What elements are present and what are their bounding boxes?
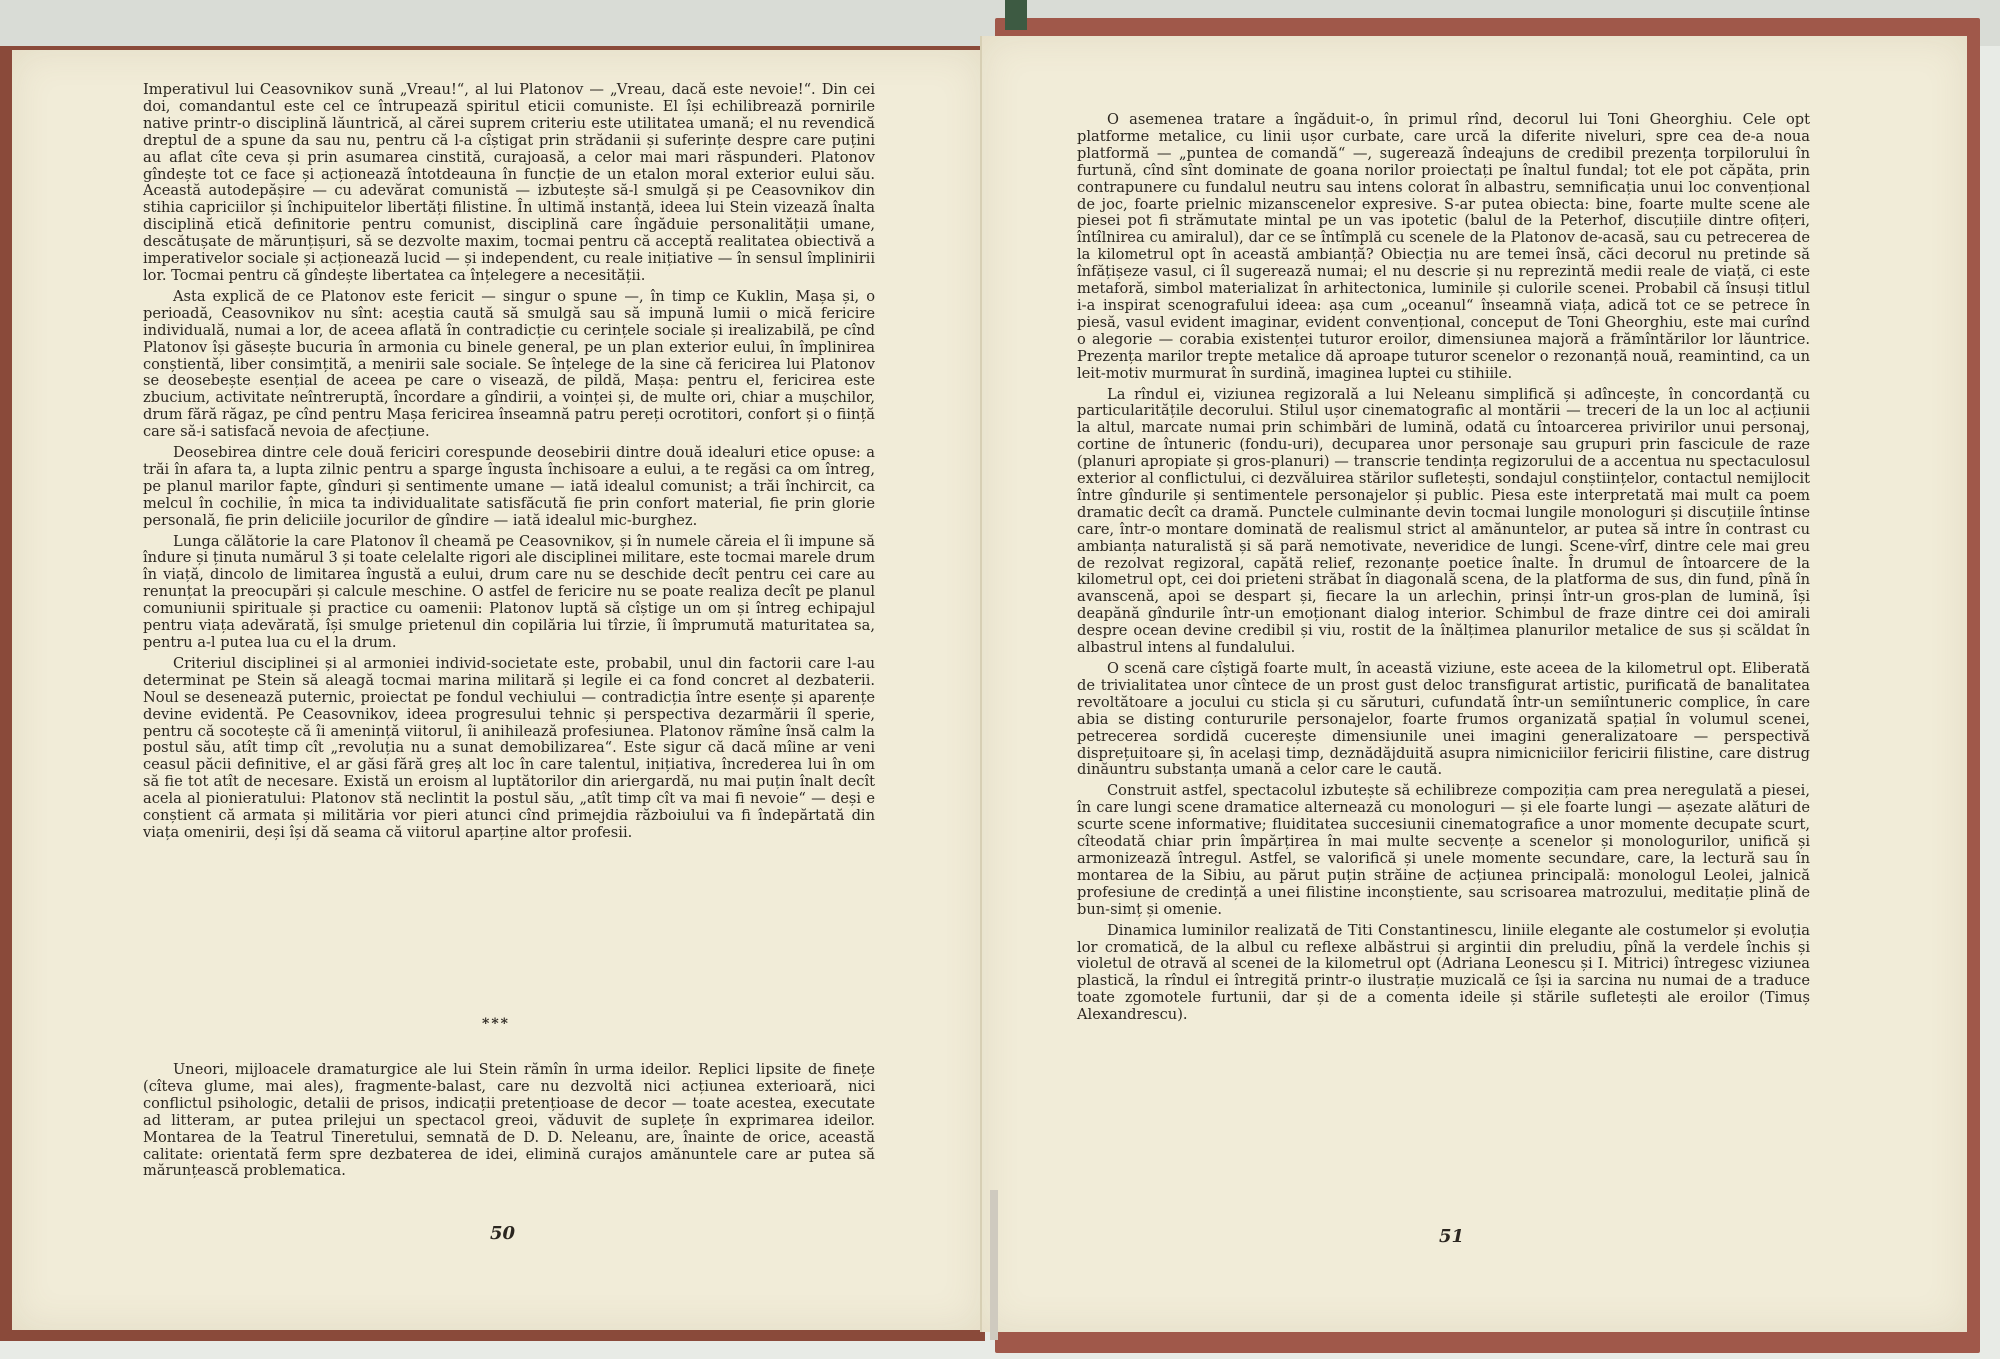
paragraph: Lunga călătorie la care Platonov îl cheamă pe Ceasovnikov, și în numele căreia el îi impune să îndure și ținuta numărul 3 și toate celelalte rigori ale disciplinei militare, este tocmai marele drum în viață, dincolo de limitarea îngustă a eului, drum care nu se deschide decît pentru cei care au renunțat la preocupări și calcule meschine. O astfel de fericire nu se poate realiza decît pe planul comuniunii spirituale și practice cu oamenii: Platonov luptă să cîștige un om și întreg echipajul pentru viața adevărată, își smulge prietenul din copilăria lui tîrzie, îi împrumută maturitatea sa, pentru a-l putea lua cu el la drum. bbox=[143, 532, 875, 651]
paragraph: La rîndul ei, viziunea regizorală a lui Neleanu simplifică și adîncește, în concordanță cu particularitățile decorului. Stilul ușor cinematografic al montării — treceri de la un loc al acțiunii la altul, marcate numai prin schimbări de lumină, odată cu întoarcerea privirilor unui personaj, cortine de întuneric (fondu-uri), decuparea unor personaje sau grupuri prin fascicule de raze (planuri apropiate și gros-planuri) — transcrie tendința regizorului de a accentua nu spectaculosul exterior al conflictului, ci dezvăluirea stărilor sufletești, sondajul conștiințelor, contactul nemijlocit între gîndurile și sentimentele personajelor și public. Piesa este interpretată mai mult ca poem dramatic decît ca dramă. Punctele culminante devin tocmai lungile monologuri și discuțiile întinse care, într-o montare dominată de realismul strict al amănuntelor, ar putea să intre în contrast cu ambianța naturalistă și să pară nemotivate, neveridice de lungi. Scene-vîrf, dintre cele mai greu de rezolvat regizoral, capătă relief, rezonanțe poetice înalte. În drumul de întoarcere de la kilometrul opt, cei doi prieteni străbat în diagonală scena, de la platforma de sus, din fund, pînă în avanscenă, apoi se despart și, fiecare la un arlechin, prinși într-un gros-plan de lumină, își deapănă gîndurile într-un emoționant dialog interior. Schimbul de fraze dintre cei doi amirali despre ocean devine credibil și viu, rostit de la înălțimea planurilor metalice de sus și scăldat în albastrul intens al fundalului. bbox=[1077, 385, 1810, 657]
paragraph: Uneori, mijloacele dramaturgice ale lui Stein rămîn în urma ideilor. Replici lipsite de finețe (cîteva glume, mai ales), fragmente-balast, care nu dezvoltă nici acțiunea exterioară, nici conflictul psihologic, detalii de prisos, indicații pretențioase de decor — toate acestea, executate ad litteram, ar putea prilejui un spectacol greoi, văduvit de suplețe în exprimarea ideilor. Montarea de la Teatrul Tineretului, semnată de D. D. Neleanu, are, înainte de orice, această calitate: orientată ferm spre dezbaterea de idei, elimină curajos amănuntele care ar putea să mărunțească problematica. bbox=[143, 1061, 875, 1180]
page-number: 51 bbox=[1439, 1226, 1465, 1247]
paragraph: O scenă care cîștigă foarte mult, în această viziune, este aceea de la kilometrul opt. Eliberată de trivialitatea unor cîntece de un prost gust deloc transfigurat artistic, purificată de banalitatea revoltătoare a jocului cu sticla și cu săruturi, cufundată într-un semiîntuneric complice, în care abia se disting contururile personajelor, foarte frumos organizată spațial în volumul scenei, petrecerea sordidă cucerește dimensiunile unei imagini generalizatoare — perspectivă disprețuitoare și, în același timp, deznădăjduită asupra nimicniciilor fericirii filistine, care distrug dinăuntru substanța umană a celor care le caută. bbox=[1077, 660, 1810, 779]
left-page-body bbox=[143, 82, 875, 846]
book-spine-edge bbox=[1005, 0, 1027, 30]
paragraph: Imperativul lui Ceasovnikov sună „Vreau!“, al lui Platonov — „Vreau, dacă este nevoie!“. Din cei doi, comandantul este cel ce întrupează spiritul eticii comuniste. El își echilibrează pornirile native printr-o disciplină lăuntrică, al cărei suprem criteriu este utilitatea umană; el nu revendică dreptul de a spune da sau nu, pentru că l-a cîștigat prin strădanii și suferințe despre care puțini au aflat cîte ceva și prin asumarea cinstită, curajoasă, a celor mai mari răspunderi. Platonov gîndește tot ce face și acționează întotdeauna în funcție de un etalon moral exterior eului său. Această autodepășire — cu adevărat comunistă — izbutește să-l smulgă și pe Ceasovnikov din stihia capriciilor și închipuitelor libertăți filistine. În ultimă instanță, ideea lui Stein vizează înalta disciplină etică definitorie pentru comunist, disciplină care îngăduie personalității umane, descătușate de mărunțișuri, să se dezvolte maxim, tocmai pentru că acceptă realitatea obiectivă a imperativelor sociale și acționează lucid — și independent, cu reale inițiative — în sensul împlinirii lor. Tocmai pentru că gîndește libertatea ca înțelegere a necesității. bbox=[143, 81, 875, 284]
right-page bbox=[980, 36, 1967, 1332]
paragraph: O asemenea tratare a îngăduit-o, în primul rînd, decorul lui Toni Gheorghiu. Cele opt platforme metalice, cu linii ușor curbate, care urcă la diferite niveluri, spre cea de-a noua platformă — „puntea de comandă“ —, sugerează îndeajuns de credibil prezența torpilorului în furtună, cînd sînt dominate de goana norilor proiectați pe înaltul fundal; tot ele pot căpăta, prin contrapunere cu fundalul neutru sau intens colorat în albastru, semnificația unui loc convențional de joc, foarte prielnic mizanscenelor expresive. S-ar putea obiecta: bine, foarte multe scene ale piesei pot fi strămutate mintal pe un vas ipotetic (balul de la Peterhof, discuțiile dintre ofițeri, întîlnirea cu amiralul), dar ce se întîmplă cu scenele de la Platonov de-acasă, sau cu petrecerea de la kilometrul opt în această ambianță? Obiecția nu are temei însă, căci decorul nu pretinde să înfățișeze vasul, ci îl sugerează numai; el nu descrie și nu reprezintă medii reale de viață, ci este metaforă, simbol materializat în arhitectonica, luminile și culorile scenei. Probabil că însuși titlul i-a inspirat scenografului ideea: așa cum „oceanul“ înseamnă viața, adică tot ce se petrece în piesă, vasul evident imaginar, evident convențional, conceput de Toni Gheorghiu, este mai curînd o alegorie — corabia existenței tuturor eroilor, dimensiunea majoră a frămîntărilor lor lăuntrice. Prezența marilor trepte metalice dă aproape tuturor scenelor o rezonanță nouă, reamintind, ca un leit-motiv murmurat în surdină, imaginea luptei cu stihiile. bbox=[1077, 111, 1810, 382]
section-separator: *** bbox=[482, 1016, 510, 1032]
paragraph: Deosebirea dintre cele două fericiri corespunde deosebirii dintre două idealuri etice opuse: a trăi în afara ta, a lupta zilnic pentru a sparge îngusta închisoare a eului, a te regăsi ca om întreg, pe planul marilor fapte, gînduri și sentimente umane — iată idealul comunist; a trăi închircit, ca melcul în cochilie, în mica ta individualitate satisfăcută fie prin confort material, fie prin glorie personală, fie prin deliciile jocurilor de gîndire — iată idealul mic-burghez. bbox=[143, 444, 875, 529]
right-page-body bbox=[1077, 112, 1810, 1028]
paragraph: Asta explică de ce Platonov este fericit — singur o spune —, în timp ce Kuklin, Mașa și, o perioadă, Ceasovnikov nu sînt: aceștia caută să smulgă sau să impună lumii o mică fericire individuală, numai a lor, de aceea aflată în contradicție cu cerințele sociale și irealizabilă, pe cînd Platonov își găsește bucuria în armonia cu binele general, pe un plan exterior eului, în împlinirea conștientă, liber consimțită, a menirii sale sociale. Se înțelege de la sine că fericirea lui Platonov se deosebește esențial de aceea pe care o visează, de pildă, Mașa: pentru el, fericirea este zbucium, activitate neîntreruptă, încordare a gîndirii, a voinței și, de multe ori, chiar a mușchilor, drum fără răgaz, pe cînd pentru Mașa fericirea înseamnă patru pereți ocrotitori, confort și o ființă care să-i satisfacă nevoia de afecțiune. bbox=[143, 287, 875, 441]
paragraph: Construit astfel, spectacolul izbutește să echilibreze compoziția cam prea neregulată a piesei, în care lungi scene dramatice alternează cu monologuri — și ele foarte lungi — așezate alături de scurte scene informative; fluiditatea succesiunii cinematografice a unor momente decupate scurt, cîteodată chiar prin împărțirea în mai multe secvențe a scenelor și monologurilor, unifică și armonizează întregul. Astfel, se valorifică și unele momente secundare, care, la lectură sau în montarea de la Sibiu, au părut puțin străine de acțiunea principală: monologul Leolei, jalnică profesiune de credință a unei filistine inconștiente, sau scrisoarea matrozului, meditație plină de bun-simț și omenie. bbox=[1077, 782, 1810, 918]
bookmark-ribbon bbox=[990, 1190, 998, 1340]
paragraph: Criteriul disciplinei și al armoniei individ-societate este, probabil, unul din factorii care l-au determinat pe Stein să aleagă tocmai marina militară și legile ei ca fond concret al dezbaterii. Noul se desenează puternic, proiectat pe fondul vechiului — contradicția între esențe și aparențe devine evidentă. Pe Ceasovnikov, ideea progresului tehnic și perspectiva dezarmării îl sperie, pentru că socotește că îi amenință viitorul, îi anihilează profesiunea. Platonov rămîne însă calm la postul său, atît timp cît „revoluția nu a sunat demobilizarea“. Este sigur că dacă mîine ar veni ceasul păcii definitive, el ar găsi fără greș alt loc în care talentul, inițiativa, încrederea lui în om să fie tot atît de necesare. Există un eroism al luptătorilor din ariergardă, nu mai puțin înalt decît acela al pionieratului: Platonov stă neclintit la postul său, „atît timp cît va mai fi nevoie“ — deși e conștient că armata și milităria vor pieri atunci cînd primejdia războiului va fi îndepărtată din viața omenirii, deși își dă seama că viitorul aparține altor profesii. bbox=[143, 654, 875, 841]
paragraph: Dinamica luminilor realizată de Titi Constantinescu, liniile elegante ale costumelor și evoluția lor cromatică, de la albul cu reflexe albăstrui și argintii din preludiu, pînă la verdele închis și violetul de otravă al scenei de la kilometrul opt (Adriana Leonescu și I. Mitrici) întregesc viziunea plastică, la rîndul ei întregită printr-o ilustrație muzicală ce își ia sarcina nu numai de a traduce toate zgomotele furtunii, dar și de a comenta ideile și stările sufletești ale eroilor (Timuș Alexandrescu). bbox=[1077, 921, 1810, 1024]
page-number: 50 bbox=[490, 1223, 516, 1244]
left-page bbox=[12, 50, 984, 1330]
left-page-body-section2 bbox=[143, 1062, 875, 1184]
